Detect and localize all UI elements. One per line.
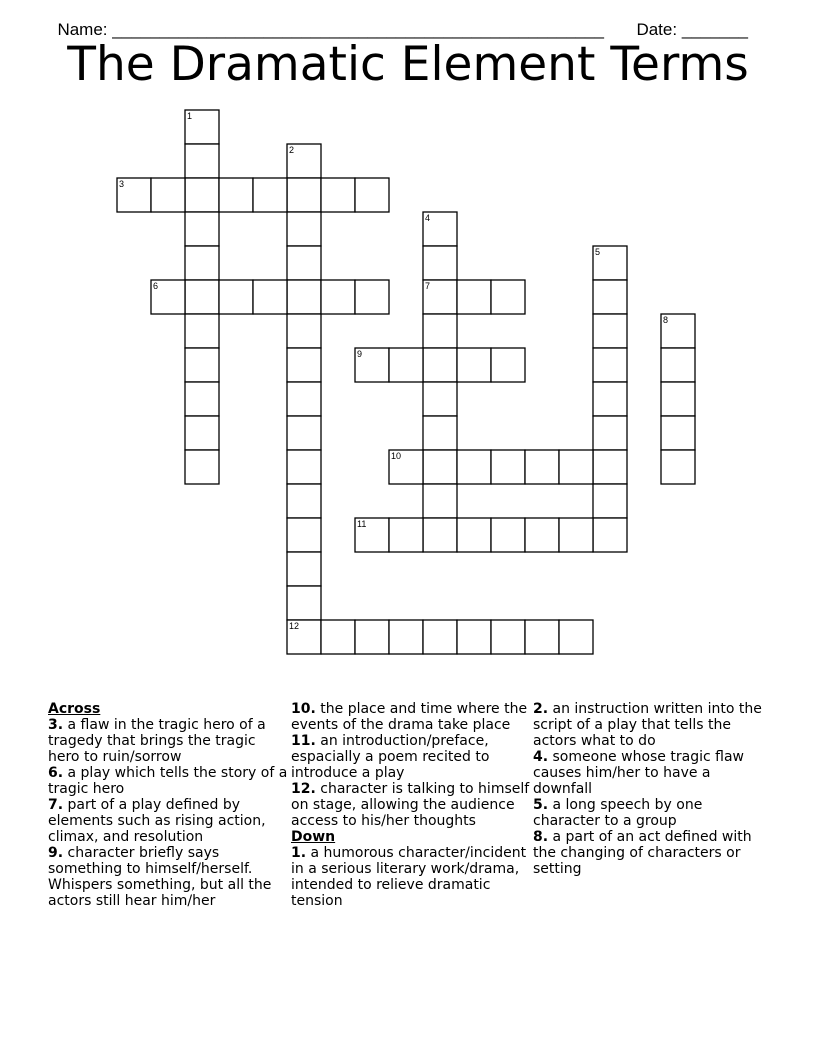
grid-cell[interactable] (287, 552, 321, 586)
clue-down-5: 5. a long speech by one character to a group (533, 797, 703, 829)
grid-cell[interactable] (389, 518, 423, 552)
grid-cell[interactable] (185, 416, 219, 450)
grid-cell[interactable] (253, 280, 287, 314)
grid-cell[interactable] (661, 382, 695, 416)
date-label: Date: (636, 20, 678, 39)
grid-cell[interactable] (559, 518, 593, 552)
grid-cell[interactable] (287, 246, 321, 280)
cell-number-1: 1 (187, 111, 193, 121)
clue-across-6: 6. a play which tells the story of a tragic hero (48, 765, 288, 797)
grid-cell[interactable] (423, 348, 457, 382)
grid-cell[interactable] (287, 280, 321, 314)
grid-cell[interactable] (185, 246, 219, 280)
grid-cell[interactable] (185, 144, 219, 178)
grid-cell[interactable] (423, 518, 457, 552)
grid-cell[interactable] (321, 620, 355, 654)
grid-cell[interactable] (457, 518, 491, 552)
grid-cell[interactable] (185, 382, 219, 416)
grid-cell[interactable] (151, 178, 185, 212)
grid-cell[interactable] (593, 518, 627, 552)
cell-number-10: 10 (391, 451, 402, 461)
clue-column-1 (48, 701, 288, 909)
grid-cell[interactable] (661, 348, 695, 382)
grid-cell[interactable] (355, 620, 389, 654)
grid-cell[interactable] (491, 518, 525, 552)
grid-cell[interactable] (457, 348, 491, 382)
grid-cell[interactable] (593, 314, 627, 348)
grid-cell[interactable] (525, 620, 559, 654)
grid-cell[interactable] (185, 280, 219, 314)
cell-number-3: 3 (119, 179, 125, 189)
name-blank[interactable]: ____________________________________________________ (112, 20, 604, 39)
grid-cell[interactable] (219, 280, 253, 314)
grid-cell[interactable] (457, 280, 491, 314)
clue-down-8: 8. a part of an act defined with the changing of characters or setting (533, 829, 752, 877)
grid-cell[interactable] (593, 450, 627, 484)
grid-cell[interactable] (321, 178, 355, 212)
grid-cell[interactable] (593, 382, 627, 416)
cell-number-7: 7 (425, 281, 431, 291)
clue-across-3: 3. a flaw in the tragic hero of a tragedy that brings the tragic hero to ruin/sorrow (48, 717, 266, 765)
grid-cell[interactable] (287, 416, 321, 450)
down-heading: Down (291, 829, 336, 845)
cell-number-5: 5 (595, 247, 601, 257)
grid-cell[interactable] (457, 620, 491, 654)
clue-across-11: 11. an introduction/preface, espacially a poem recited to introduce a play (291, 733, 490, 781)
grid-cell[interactable] (593, 280, 627, 314)
grid-cell[interactable] (593, 484, 627, 518)
clue-column-3 (533, 701, 773, 877)
cell-number-8: 8 (663, 315, 669, 325)
grid-cell[interactable] (185, 212, 219, 246)
clue-across-12: 12. character is talking to himself on stage, allowing the audience access to his/her thoughts (291, 781, 530, 829)
across-heading: Across (48, 701, 101, 717)
grid-cell[interactable] (491, 450, 525, 484)
grid-cell[interactable] (661, 416, 695, 450)
clue-across-10: 10. the place and time where the events of the drama take place (291, 701, 528, 733)
grid-cell[interactable] (491, 620, 525, 654)
grid-cell[interactable] (593, 416, 627, 450)
grid-cell[interactable] (423, 314, 457, 348)
clue-down-2: 2. an instruction written into the script of a play that tells the actors what to do (533, 701, 762, 749)
grid-cell[interactable] (287, 178, 321, 212)
grid-cell[interactable] (287, 212, 321, 246)
grid-cell[interactable] (423, 246, 457, 280)
grid-cell[interactable] (287, 348, 321, 382)
grid-cell[interactable] (593, 348, 627, 382)
grid-cell[interactable] (525, 518, 559, 552)
grid-cell[interactable] (559, 450, 593, 484)
grid-cell[interactable] (423, 416, 457, 450)
grid-cell[interactable] (389, 348, 423, 382)
grid-cell[interactable] (185, 314, 219, 348)
grid-cell[interactable] (457, 450, 491, 484)
grid-cell[interactable] (355, 280, 389, 314)
clue-down-1: 1. a humorous character/incident in a serious literary work/drama, intended to relieve dramatic tension (291, 845, 527, 909)
grid-cell[interactable] (185, 450, 219, 484)
cell-number-6: 6 (153, 281, 159, 291)
grid-cell[interactable] (389, 620, 423, 654)
grid-cell[interactable] (219, 178, 253, 212)
grid-cell[interactable] (355, 178, 389, 212)
cell-number-2: 2 (289, 145, 295, 155)
grid-cell[interactable] (559, 620, 593, 654)
grid-cell[interactable] (185, 178, 219, 212)
grid-cell[interactable] (525, 450, 559, 484)
cell-number-9: 9 (357, 349, 363, 359)
clue-down-4: 4. someone whose tragic flaw causes him/her to have a downfall (533, 749, 744, 797)
cell-number-12: 12 (289, 621, 300, 631)
grid-cell[interactable] (287, 450, 321, 484)
grid-cell[interactable] (185, 348, 219, 382)
grid-cell[interactable] (491, 280, 525, 314)
grid-cell[interactable] (661, 450, 695, 484)
grid-cell[interactable] (287, 382, 321, 416)
grid-cell[interactable] (491, 348, 525, 382)
grid-cell[interactable] (287, 314, 321, 348)
grid-cell[interactable] (423, 382, 457, 416)
grid-cell[interactable] (321, 280, 355, 314)
cell-number-11: 11 (357, 519, 367, 529)
grid-cell[interactable] (423, 484, 457, 518)
clue-column-2 (291, 701, 531, 909)
grid-cell[interactable] (287, 518, 321, 552)
cell-number-4: 4 (425, 213, 431, 223)
clue-across-9: 9. character briefly says something to himself/herself. Whispers something, but all the actors still hear him/her (48, 845, 272, 909)
grid-cell[interactable] (287, 586, 321, 620)
clue-across-7: 7. part of a play defined by elements such as rising action, climax, and resolution (48, 797, 266, 845)
grid-cell[interactable] (423, 620, 457, 654)
page-title: The Dramatic Element Terms (67, 37, 749, 92)
grid-cell[interactable] (253, 178, 287, 212)
name-label: Name: (57, 20, 108, 39)
grid-cell[interactable] (423, 450, 457, 484)
date-blank[interactable]: _______ (681, 20, 749, 39)
grid-cell[interactable] (287, 484, 321, 518)
